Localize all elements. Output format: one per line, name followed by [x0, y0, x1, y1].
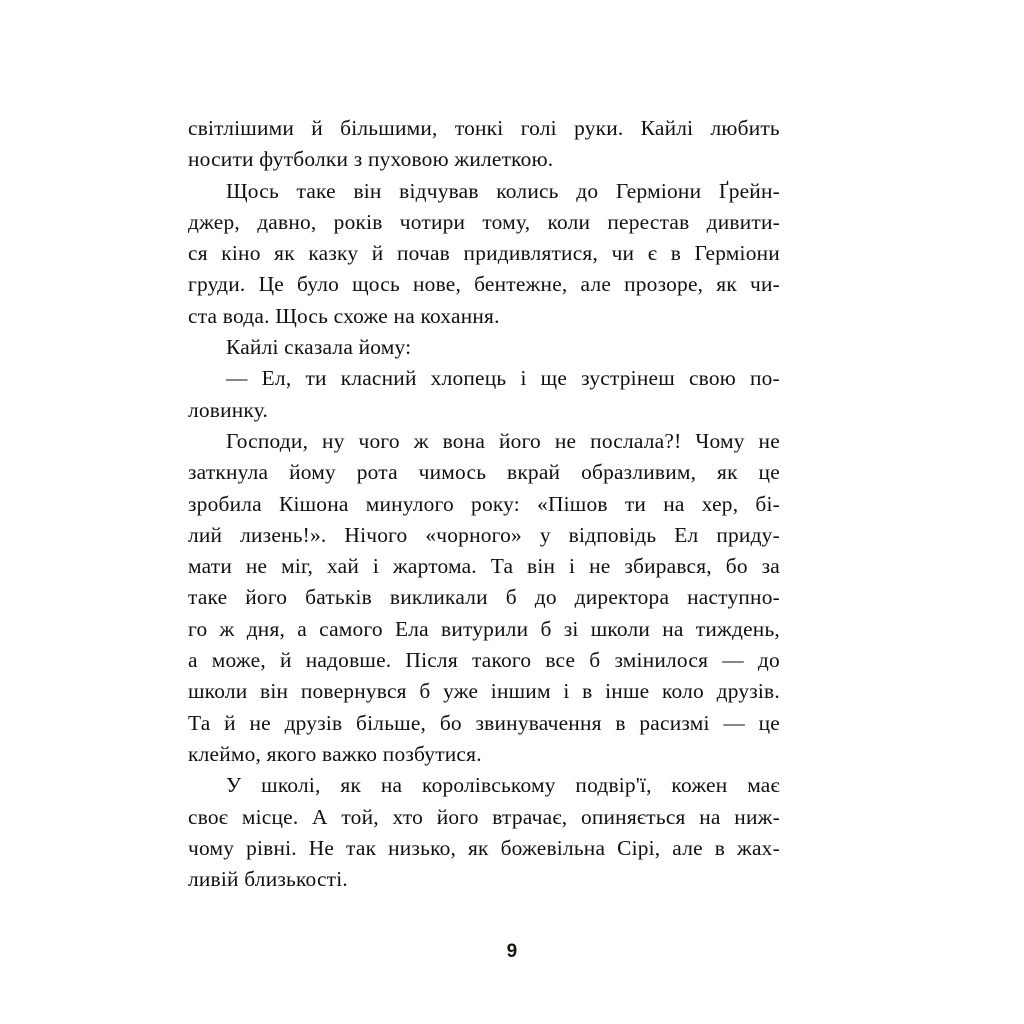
- word: Кішона: [278, 491, 349, 516]
- word: рівні.: [246, 835, 297, 860]
- word: —: [226, 366, 248, 391]
- word: було: [297, 272, 340, 297]
- word: тому,: [482, 209, 531, 234]
- text-line: [188, 238, 780, 269]
- word: коли: [547, 209, 591, 234]
- word: лизень!».: [240, 522, 327, 547]
- word: ну: [322, 428, 345, 453]
- word: А: [312, 804, 328, 829]
- word: іншим: [490, 679, 551, 704]
- word: може,: [211, 648, 266, 673]
- word: друзів: [284, 710, 343, 735]
- text-line: [188, 645, 780, 676]
- word: на: [662, 616, 684, 641]
- word: як: [340, 773, 362, 798]
- word: школи: [188, 679, 248, 704]
- word: чимось: [418, 460, 487, 485]
- word: Чому: [695, 428, 745, 453]
- word: Ел,: [261, 366, 292, 391]
- word: Кайлі: [640, 116, 694, 140]
- word: образливим,: [581, 460, 697, 485]
- word: тонкі: [454, 116, 504, 140]
- text-line: клеймо, якого важко позбутися.: [188, 741, 482, 766]
- word: це: [758, 460, 780, 485]
- word: й: [371, 241, 384, 266]
- page-number: 9: [506, 941, 518, 962]
- word: опиняється: [580, 804, 686, 829]
- word: почав: [396, 241, 450, 266]
- word: року:: [471, 491, 520, 516]
- word: є: [647, 241, 658, 266]
- word: школі,: [261, 773, 321, 798]
- word: ти: [305, 366, 327, 391]
- text-line: носити футболки з пуховою жилеткою.: [188, 147, 554, 172]
- word: відповідь: [568, 522, 657, 547]
- word: тиждень,: [695, 616, 780, 641]
- word: хто: [392, 804, 424, 829]
- word: Сірі,: [617, 835, 661, 860]
- word: бо: [725, 554, 748, 579]
- word: —: [723, 710, 745, 735]
- word: груди.: [188, 272, 246, 297]
- word: міг,: [281, 554, 314, 579]
- word: чотири: [399, 209, 466, 234]
- word: директора: [574, 585, 670, 610]
- word: в: [670, 241, 682, 266]
- paragraph: [188, 426, 780, 770]
- word: Ел: [674, 522, 699, 547]
- word: Не: [308, 835, 335, 860]
- word: йому: [289, 460, 336, 485]
- text-line: ста вода. Щось схоже на кохання.: [188, 303, 500, 328]
- word: прозоре,: [624, 272, 704, 297]
- word: наступно-: [687, 585, 780, 610]
- text-line: ливій близькості.: [188, 867, 348, 892]
- word: Герміони: [615, 178, 702, 203]
- word: самого: [319, 616, 383, 641]
- word: кожен: [671, 773, 728, 798]
- word: бентежне,: [474, 272, 568, 297]
- word: послала?!: [590, 428, 682, 453]
- word: років: [333, 209, 383, 234]
- word: змінилося: [614, 648, 709, 673]
- word: чи-: [750, 272, 780, 297]
- word: хай: [326, 554, 359, 579]
- text-line: [188, 520, 780, 551]
- word: бо: [439, 710, 462, 735]
- word: чи: [611, 241, 635, 266]
- word: як: [274, 241, 295, 266]
- word: його: [245, 585, 288, 610]
- paragraph: [188, 332, 780, 363]
- word: Господи,: [226, 428, 309, 453]
- word: лий: [188, 522, 223, 547]
- text-line: [188, 457, 780, 488]
- word: як: [717, 460, 738, 485]
- word: він: [260, 679, 289, 704]
- word: У: [226, 773, 242, 798]
- word: дня,: [246, 616, 286, 641]
- word: го: [188, 616, 208, 641]
- word: ниж-: [734, 804, 780, 829]
- word: так: [346, 835, 377, 860]
- word: і: [563, 679, 570, 704]
- word: приду-: [716, 522, 780, 547]
- word: б: [419, 679, 431, 704]
- word: як: [716, 272, 737, 297]
- word: Це: [258, 272, 284, 297]
- word: Ґрейн-: [718, 178, 780, 203]
- word: на: [380, 773, 403, 798]
- word: казку: [308, 241, 359, 266]
- word: до: [534, 585, 557, 610]
- word: але: [672, 835, 703, 860]
- word: жах-: [736, 835, 780, 860]
- word: ж: [219, 616, 235, 641]
- text-line: [188, 489, 780, 520]
- word: вона: [442, 428, 486, 453]
- word: чому: [188, 835, 235, 860]
- word: «Пішов: [537, 491, 608, 516]
- word: не: [758, 428, 780, 453]
- word: жартома.: [392, 554, 477, 579]
- word: звинувачення: [475, 710, 602, 735]
- word: його: [436, 804, 479, 829]
- word: Та: [490, 554, 514, 579]
- word: «чорного»: [425, 522, 522, 547]
- word: ще: [540, 366, 568, 391]
- word: він: [353, 178, 382, 203]
- word: друзів.: [716, 679, 780, 704]
- word: має: [747, 773, 780, 798]
- word: б: [505, 585, 517, 610]
- word: вкрай: [507, 460, 561, 485]
- word: до: [576, 178, 599, 203]
- word: низько,: [388, 835, 457, 860]
- word: хлопець: [430, 366, 507, 391]
- word: відчував: [399, 178, 479, 203]
- text-line: [188, 770, 780, 801]
- word: ся: [188, 241, 208, 266]
- word: він: [527, 554, 556, 579]
- word: його: [499, 428, 541, 453]
- word: не: [589, 554, 611, 579]
- text-line: [188, 207, 780, 238]
- text-line: [188, 708, 780, 739]
- word: до: [757, 648, 780, 673]
- word: й: [279, 648, 292, 673]
- text-line: [188, 269, 780, 300]
- word: Після: [405, 648, 458, 673]
- word: в: [714, 835, 726, 860]
- paragraph: [188, 176, 780, 332]
- word: дивити-: [706, 209, 780, 234]
- word: королівському: [422, 773, 556, 798]
- word: Ела: [394, 616, 429, 641]
- word: Та: [188, 710, 211, 735]
- word: але: [580, 272, 612, 297]
- word: кіно: [221, 241, 261, 266]
- paragraph: [188, 363, 780, 426]
- word: б: [540, 616, 552, 641]
- word: той,: [341, 804, 379, 829]
- text-line: Кайлі сказала йому:: [226, 335, 412, 360]
- text-line: [188, 802, 780, 833]
- word: на: [699, 804, 721, 829]
- word: божевільна: [500, 835, 606, 860]
- word: більше,: [356, 710, 427, 735]
- word: це: [758, 710, 780, 735]
- text-line: [188, 582, 780, 613]
- text-line: ловинку.: [188, 397, 269, 422]
- word: по-: [749, 366, 780, 391]
- word: перестав: [607, 209, 690, 234]
- word: місце.: [241, 804, 299, 829]
- word: не: [245, 554, 268, 579]
- word: світлішими: [188, 116, 295, 140]
- word: своє: [188, 804, 229, 829]
- word: уже: [443, 679, 479, 704]
- paragraph: [188, 770, 780, 895]
- word: заткнула: [188, 460, 269, 485]
- word: такого: [471, 648, 532, 673]
- word: хер,: [701, 491, 739, 516]
- word: викликали: [389, 585, 488, 610]
- word: зробила: [188, 491, 262, 516]
- word: Нічого: [344, 522, 408, 547]
- text-line: [188, 176, 780, 207]
- body-text-block: [188, 113, 780, 895]
- text-line: [188, 113, 780, 144]
- word: руки.: [574, 116, 624, 140]
- word: повернувся: [300, 679, 407, 704]
- word: за: [761, 554, 780, 579]
- word: расизмі: [639, 710, 710, 735]
- word: а: [188, 648, 198, 673]
- word: і: [372, 554, 380, 579]
- word: ти: [624, 491, 647, 516]
- word: минулого: [365, 491, 454, 516]
- word: придивлятися,: [463, 241, 599, 266]
- word: в: [582, 679, 593, 704]
- word: й: [311, 116, 323, 140]
- word: джер,: [188, 209, 240, 234]
- word: щось: [352, 272, 400, 297]
- word: таке: [296, 178, 336, 203]
- word: голі: [520, 116, 557, 140]
- word: й: [224, 710, 236, 735]
- paragraph: [188, 113, 780, 176]
- word: Щось: [226, 178, 279, 203]
- text-line: [188, 426, 780, 457]
- word: зі: [563, 616, 579, 641]
- word: коло: [662, 679, 704, 704]
- word: мати: [188, 554, 232, 579]
- word: класний: [340, 366, 417, 391]
- word: витурили: [441, 616, 529, 641]
- word: рота: [356, 460, 398, 485]
- word: таке: [188, 585, 228, 610]
- word: колись: [496, 178, 559, 203]
- word: інше: [605, 679, 650, 704]
- word: подвір'ї,: [575, 773, 652, 798]
- word: чого: [358, 428, 400, 453]
- word: втрачає,: [492, 804, 568, 829]
- word: бі-: [755, 491, 780, 516]
- word: на: [663, 491, 685, 516]
- word: батьків: [305, 585, 372, 610]
- text-line: [188, 676, 780, 707]
- text-line: [188, 363, 780, 394]
- word: більшими,: [340, 116, 438, 140]
- word: нове,: [413, 272, 462, 297]
- word: любить: [710, 116, 780, 140]
- word: все: [545, 648, 576, 673]
- text-line: [188, 833, 780, 864]
- word: б: [589, 648, 601, 673]
- word: не: [554, 428, 577, 453]
- text-line: [188, 551, 780, 582]
- text-line: [188, 614, 780, 645]
- word: зустрінеш: [581, 366, 675, 391]
- word: Герміони: [694, 241, 780, 266]
- word: і: [520, 366, 527, 391]
- word: ж: [413, 428, 429, 453]
- word: збирався,: [624, 554, 712, 579]
- word: свою: [688, 366, 736, 391]
- word: не: [249, 710, 271, 735]
- word: і: [569, 554, 576, 579]
- word: як: [467, 835, 489, 860]
- word: а: [297, 616, 307, 641]
- word: у: [539, 522, 551, 547]
- word: школи: [590, 616, 651, 641]
- word: в: [615, 710, 626, 735]
- word: надовше.: [305, 648, 392, 673]
- word: давно,: [257, 209, 317, 234]
- word: —: [722, 648, 744, 673]
